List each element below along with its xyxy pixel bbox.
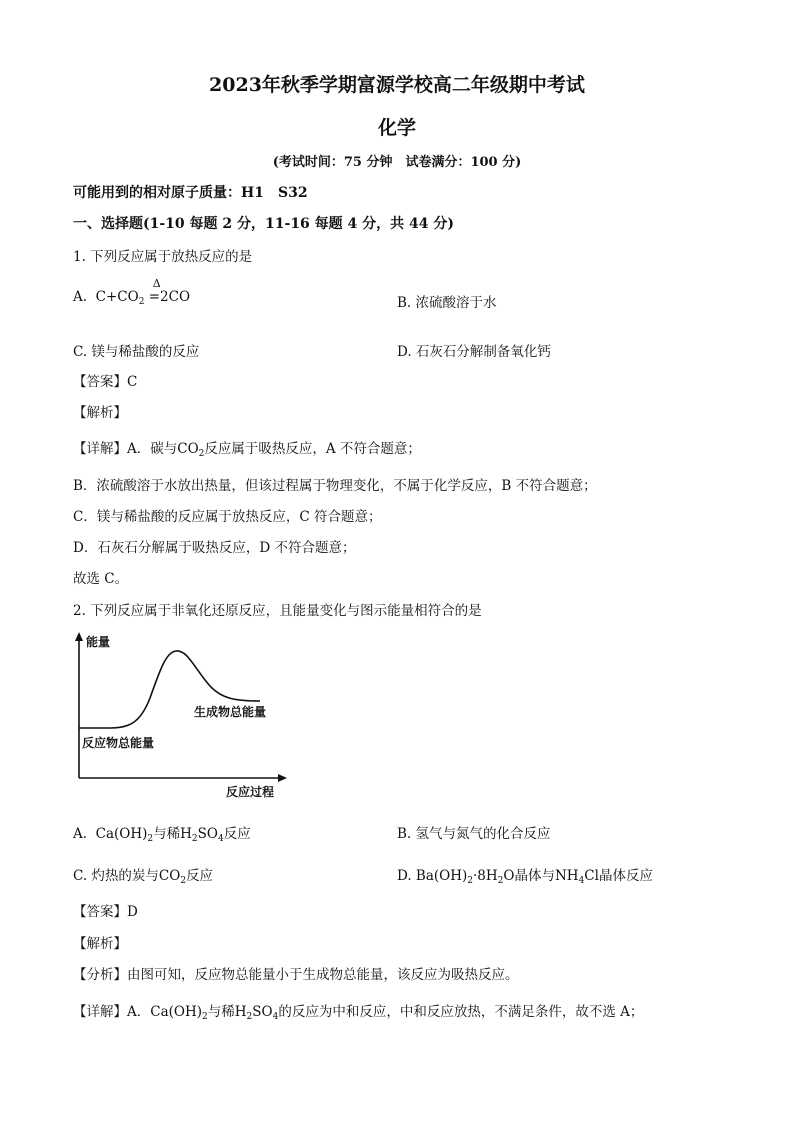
- q2-detail-a-sub3: 4: [272, 1012, 279, 1022]
- q2-option-d-2: ·8H: [473, 868, 498, 884]
- q2-answer-tag: 【答案】: [73, 904, 127, 920]
- q2-option-a-sub3: 4: [217, 834, 224, 844]
- q2-option-a-2: 与稀H: [153, 826, 192, 842]
- subject-title: 化学: [377, 117, 416, 139]
- q2-option-d-sub1: 2: [467, 876, 474, 886]
- q1-option-a-left: C+CO: [95, 289, 139, 305]
- q2-analysis: [73, 963, 519, 983]
- detail-a-text-2: 反应属于吸热反应，A 不符合题意；: [204, 441, 421, 457]
- q1-option-a: [73, 277, 191, 307]
- q2-analysis-tag: 【解析】: [73, 936, 127, 952]
- q2-option-a-sub2: 2: [191, 834, 198, 844]
- q1-detail-c: C．镁与稀盐酸的反应属于放热反应，C 符合题意；: [73, 509, 382, 525]
- section-heading: 一、选择题(1-10 每题 2 分，11-16 每题 4 分，共 44 分): [73, 216, 455, 232]
- q1-analysis-tag: 【解析】: [73, 405, 127, 421]
- q2-detail-a-4: 的反应为中和反应，中和反应放热，不满足条件，故不选 A；: [278, 1004, 644, 1020]
- q2-answer-value: D: [127, 904, 138, 920]
- exam-info: (考试时间：75 分钟 试卷满分：100 分): [272, 155, 522, 170]
- q2-detail-a-sub2: 2: [246, 1012, 253, 1022]
- q2-option-c-1: C. 灼热的炭与CO: [73, 868, 181, 884]
- energy-diagram: [70, 630, 300, 802]
- q2-option-d-sub3: 4: [578, 876, 585, 886]
- q1-stem: 1. 下列反应属于放热反应的是: [73, 249, 253, 265]
- exam-title: 2023年秋季学期富源学校高二年级期中考试: [209, 74, 585, 96]
- q2-detail-a-1: A．Ca(OH): [127, 1004, 203, 1020]
- x-axis-label: 反应过程: [226, 785, 275, 799]
- q2-option-a-prefix: A.: [73, 826, 88, 842]
- q2-detail-a-sub1: 2: [202, 1012, 208, 1022]
- q2-answer: [73, 900, 138, 920]
- detail-a-text-1: A．碳与: [127, 441, 178, 457]
- q2-option-a: [73, 822, 251, 844]
- q2-option-c-2: 反应: [186, 868, 214, 884]
- q1-detail-b: B．浓硫酸溶于水放出热量，但该过程属于物理变化，不属于化学反应，B 不符合题意；: [73, 478, 597, 494]
- y-axis-arrow-icon: [75, 632, 83, 641]
- q2-analysis-text: 由图可知，反应物总能量小于生成物总能量，该反应为吸热反应。: [127, 967, 519, 983]
- q1-option-a-sub: 2: [138, 297, 145, 307]
- q2-stem: 2. 下列反应属于非氧化还原反应，且能量变化与图示能量相符合的是: [73, 603, 482, 619]
- q2-option-a-3: SO: [197, 826, 218, 842]
- q2-option-b: B. 氢气与氮气的化合反应: [397, 826, 551, 842]
- y-axis-label: 能量: [86, 635, 111, 649]
- q2-option-a-4: 反应: [223, 826, 251, 842]
- q1-answer: [73, 370, 137, 390]
- q2-option-a-sub1: 2: [147, 834, 154, 844]
- q1-option-d: D. 石灰石分解制备氧化钙: [397, 344, 551, 360]
- q2-option-a-1: Ca(OH): [95, 826, 148, 842]
- detail-tag: 【详解】: [73, 441, 127, 457]
- q2-option-c: [73, 864, 213, 886]
- q2-detail-a: [73, 1000, 643, 1022]
- detail-a-sub: 2: [198, 449, 205, 459]
- q1-detail-d: D．石灰石分解属于吸热反应，D 不符合题意；: [73, 540, 356, 556]
- product-energy-label: 生成物总能量: [194, 705, 267, 719]
- detail-a-co: CO: [177, 441, 199, 457]
- q1-option-a-prefix: A.: [73, 289, 88, 305]
- q1-conclusion: 故选 C。: [73, 571, 129, 587]
- answer-value: C: [127, 374, 138, 390]
- q1-option-a-right: 2CO: [160, 289, 191, 305]
- q1-option-b: B. 浓硫酸溶于水: [397, 295, 497, 311]
- q2-option-c-sub: 2: [180, 876, 187, 886]
- q2-detail-tag: 【详解】: [73, 1004, 127, 1020]
- q2-analysis-head: 【分析】: [73, 967, 127, 983]
- q2-option-d-4: Cl晶体反应: [584, 868, 653, 884]
- q1-option-c: C. 镁与稀盐酸的反应: [73, 344, 200, 360]
- q2-option-d-3: O晶体与NH: [503, 868, 579, 884]
- atomic-mass-note: 可能用到的相对原子质量：H1 S32: [73, 185, 308, 201]
- q1-option-a-equals: Δ =: [148, 277, 161, 305]
- q2-detail-a-2: 与稀H: [207, 1004, 247, 1020]
- q2-option-d-1: D. Ba(OH): [397, 868, 468, 884]
- q1-detail-a: [73, 437, 421, 459]
- x-axis-arrow-icon: [278, 774, 287, 782]
- q2-option-d: [397, 864, 653, 886]
- q1-option-a-delta: Δ: [152, 277, 161, 290]
- q2-detail-a-3: SO: [252, 1004, 273, 1020]
- answer-tag: 【答案】: [73, 374, 127, 390]
- reactant-energy-label: 反应物总能量: [82, 736, 155, 750]
- q2-option-d-sub2: 2: [497, 876, 504, 886]
